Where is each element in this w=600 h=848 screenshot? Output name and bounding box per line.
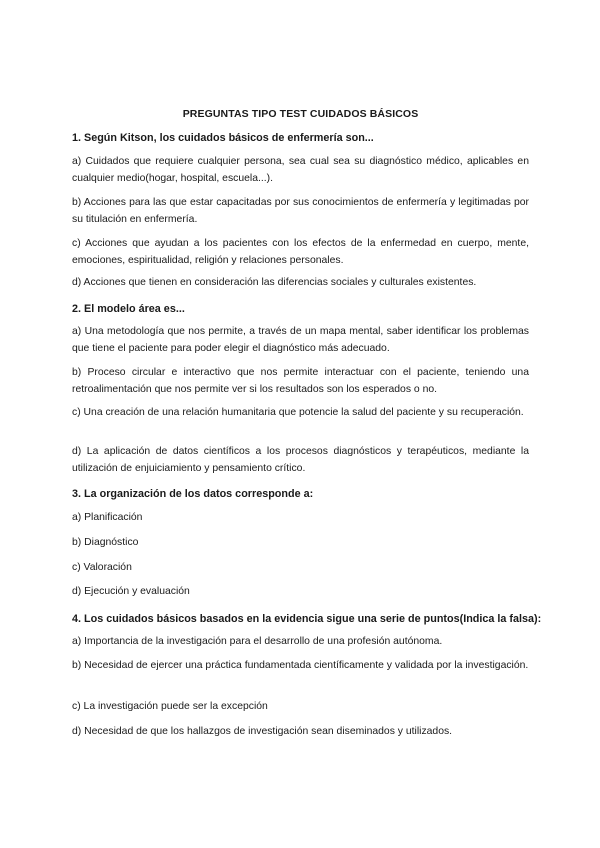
- question-3-option-a: a) Planificación: [72, 512, 143, 523]
- question-2-option-c: c) Una creación de una relación humanitaria que potencie la salud del paciente y su recuperación.: [72, 407, 524, 418]
- question-1-option-a: a) Cuidados que requiere cualquier persona, sea cual sea su diagnóstico médico, aplicables en cualquier medio(hogar, hospital, escuela...).: [72, 156, 529, 184]
- question-4-option-c: c) La investigación puede ser la excepción: [72, 701, 268, 712]
- question-3-option-d: d) Ejecución y evaluación: [72, 586, 190, 597]
- question-4: 4. Los cuidados básicos basados en la evidencia sigue una serie de puntos(Indica la falsa):: [72, 613, 542, 625]
- document-body: [72, 0, 542, 848]
- question-3-option-b: b) Diagnóstico: [72, 537, 139, 548]
- question-2-option-a: a) Una metodología que nos permite, a través de un mapa mental, saber identificar los problemas que tiene el paciente para poder elegir el diagnóstico más adecuado.: [72, 326, 529, 354]
- question-2-option-d: d) La aplicación de datos científicos a los procesos diagnósticos y terapéuticos, mediante la utilización de enjuiciamiento y pensamiento crítico.: [72, 446, 529, 474]
- question-1: 1. Según Kitson, los cuidados básicos de enfermería son...: [72, 132, 374, 144]
- question-1-option-c: c) Acciones que ayudan a los pacientes con los efectos de la enfermedad en cuerpo, mente, emociones, espiritualidad, religión y relaciones personales.: [72, 238, 529, 266]
- question-2-option-b: b) Proceso circular e interactivo que nos permite interactuar con el paciente, teniendo una retroalimentación que nos permite ver si los resultados son los esperados o no.: [72, 367, 529, 395]
- question-4-option-a: a) Importancia de la investigación para el desarrollo de una profesión autónoma.: [72, 636, 443, 647]
- question-3-option-c: c) Valoración: [72, 562, 132, 573]
- question-4-option-d: d) Necesidad de que los hallazgos de investigación sean diseminados y utilizados.: [72, 726, 453, 737]
- question-3: 3. La organización de los datos corresponde a:: [72, 488, 314, 500]
- document-title: PREGUNTAS TIPO TEST CUIDADOS BÁSICOS: [182, 108, 419, 120]
- question-4-option-b: b) Necesidad de ejercer una práctica fundamentada científicamente y validada por la investigación.: [72, 660, 529, 671]
- question-2: 2. El modelo área es...: [72, 303, 185, 315]
- question-1-option-d: d) Acciones que tienen en consideración las diferencias sociales y culturales existentes.: [72, 277, 477, 288]
- question-1-option-b: b) Acciones para las que estar capacitadas por sus conocimientos de enfermería y legitimadas por su titulación en enfermería.: [72, 197, 529, 225]
